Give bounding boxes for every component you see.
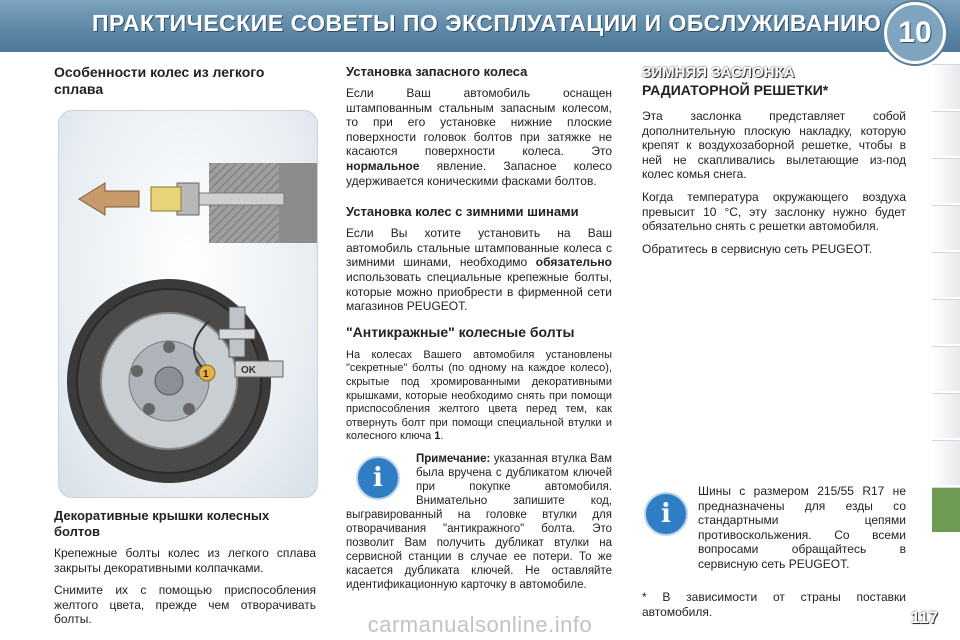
footnote-text: * В зависимости от страны поставки автомобиля. (642, 590, 906, 619)
chapter-number: 10 (898, 16, 932, 49)
tyre-chains-text: Шины с размером 215/55 R17 не предназначены для езды со стандартными цепями противоскольжения. Со всеми вопросами обращайтесь в сервисную сеть PEUGEOT. (698, 484, 906, 571)
heading-winter-cover-line2: РАДИАТОРНОЙ РЕШЕТКИ* (642, 82, 829, 98)
chapter-tab[interactable] (932, 64, 960, 109)
chapter-tab-active[interactable] (932, 487, 960, 532)
chapter-tab[interactable] (932, 111, 960, 156)
chapter-tab[interactable] (932, 205, 960, 250)
info-icon: i (356, 456, 400, 500)
spare-wheel-text (346, 86, 612, 188)
heading-anti-theft-bolts: "Антикражные" колесные болты (346, 323, 575, 340)
chapter-tab[interactable] (932, 393, 960, 438)
column-winter-cover (642, 64, 906, 264)
winter-cover-text-3: Обратитесь в сервисную сеть PEUGEOT. (642, 241, 873, 256)
chapter-tab[interactable] (932, 252, 960, 297)
chapter-badge (884, 2, 946, 64)
watermark: carmanualsonline.info (367, 612, 593, 637)
chapter-tabs (932, 64, 960, 534)
winter-tyres-text (346, 226, 612, 314)
chapter-tab[interactable] (932, 346, 960, 391)
note-body: указанная втулка Вам была вручена с дубликатом ключей при покупке автомобиля. Внимательно запишите код, выгравированный на головке втулки для отворачивания "антикражного" болта. Это позволит Вам получить дубликат втулки на сервисной станции в случае ее потери. То же касается дубликата ключей. Не оставляйте идентификационную карточку в автомобиле. (346, 452, 612, 591)
heading-winter-tyres: Установка колес с зимними шинами (346, 204, 579, 220)
tyre-chains-note (642, 484, 906, 580)
anti-theft-text-part2: . (440, 430, 444, 443)
heading-winter-cover-line1: ЗИМНЯЯ ЗАСЛОНКА (642, 64, 795, 81)
anti-theft-note (346, 452, 612, 592)
spare-wheel-text-part2: явление. Запасное колесо удерживается коническими фасками болтов. (346, 158, 612, 188)
page-header (0, 0, 960, 52)
spare-wheel-text-part1: Если Ваш автомобиль оснащен штампованным стальным запасным колесом, то при его установке нижние плоские поверхности головок болтов при затяжке не касаются поверхности колеса. Это (346, 86, 612, 159)
decorative-caps-text-1: Крепежные болты колес из легкого сплава закрыты декоративными колпачками. (54, 546, 316, 575)
anti-theft-text-bold: 1 (434, 430, 441, 443)
note-label: Примечание: (416, 452, 491, 465)
figure-callout-1: 1 (203, 369, 209, 380)
winter-tyres-text-part2: использовать специальные крепежные болты, которые можно приобрести в фирменной сети магазинов PEUGEOT. (346, 269, 612, 314)
wheel-bolt-diagram (59, 111, 317, 497)
winter-cover-text-2: Когда температура окружающего воздуха превысит 10 °C, эту заслонку нужно будет обязательно снять с решетки автомобиля. (642, 189, 906, 234)
svg-text:OK: OK (241, 365, 256, 376)
winter-tyres-text-bold: обязательно (535, 255, 612, 270)
chapter-tab[interactable] (932, 299, 960, 344)
column-alloy-wheels (54, 64, 320, 106)
winter-cover-text-1: Эта заслонка представляет собой дополнительную плоскую накладку, которую крепят к воздухозаборной решетке, чтобы в ней не скапливались вылетающие из-под колес комья снега. (642, 109, 906, 182)
bolt-detail-top (79, 163, 317, 243)
spare-wheel-text-bold: нормальное (346, 158, 420, 173)
chapter-tab[interactable] (932, 158, 960, 203)
wheel-illustration (58, 110, 318, 498)
decorative-caps-text-2: Снимите их с помощью приспособления желтого цвета, прежде чем отворачивать болты. (54, 583, 316, 627)
column-wheel-installation (346, 64, 612, 600)
page-title: ПРАКТИЧЕСКИЕ СОВЕТЫ ПО ЭКСПЛУАТАЦИИ И ОБСЛУЖИВАНИЮ (92, 10, 882, 36)
anti-theft-text-part1: На колесах Вашего автомобиля установлены "секретные" болты (по одному на каждое колесо), скрытые под хромированными декоративными крышками, которые необходимо снять при помощи приспособления желтого цвета перед тем, как отвернуть болт при помощи специальной втулки и колесного ключа (346, 348, 612, 443)
anti-theft-text (346, 349, 612, 444)
heading-decorative-caps: Декоративные крышки колесных болтов (54, 508, 270, 539)
winter-tyres-text-part1: Если Вы хотите установить на Ваш автомобиль стальные штампованные колеса с зимними шинами, необходимо (346, 226, 612, 270)
heading-alloy-wheels: Особенности колес из легкого сплава (54, 64, 265, 97)
heading-winter-cover (642, 64, 906, 99)
chapter-tab[interactable] (932, 440, 960, 485)
info-icon: i (644, 492, 688, 536)
page-number: 117 (910, 608, 938, 627)
heading-spare-wheel: Установка запасного колеса (346, 64, 528, 79)
